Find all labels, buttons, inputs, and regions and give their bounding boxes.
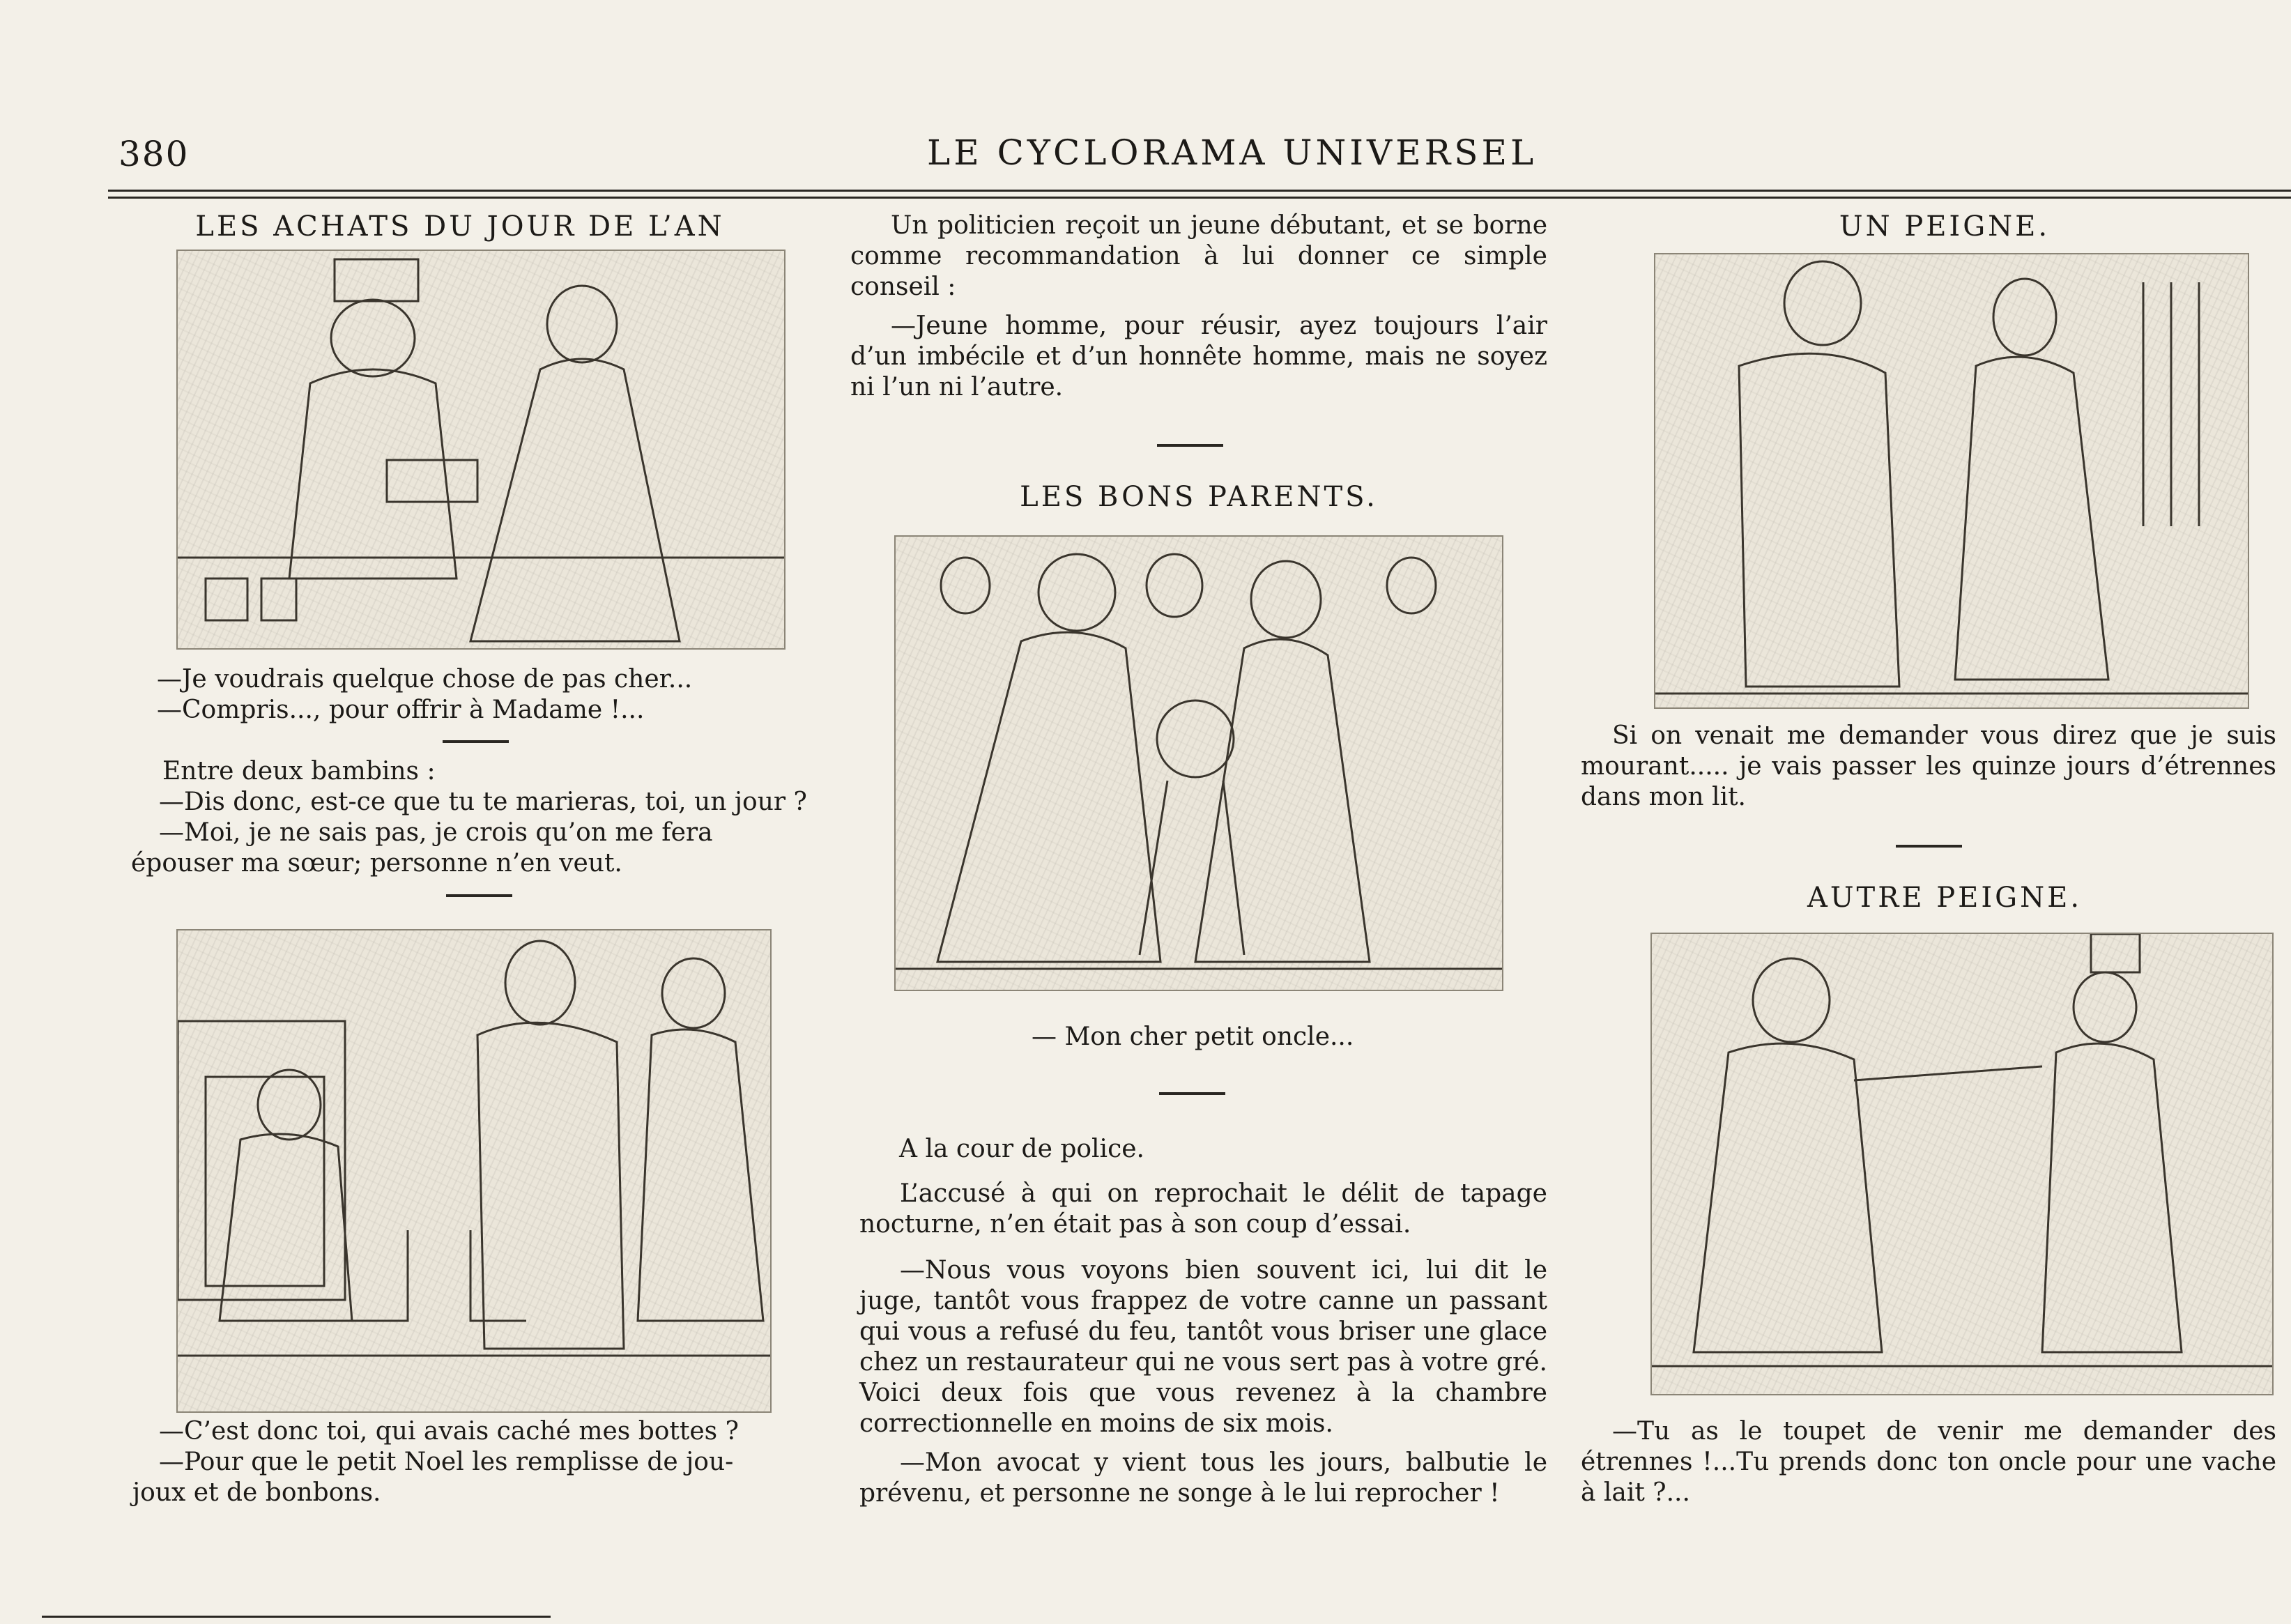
un-peigne-sketch [1655, 254, 2248, 707]
rule-left-1 [443, 740, 509, 743]
caption-achats-2: —Compris..., pour offrir à Madame !... [157, 696, 645, 724]
footer-rule [42, 1616, 551, 1618]
bottes-question: —C’est donc toi, qui avais caché mes bottes ? [159, 1417, 739, 1446]
title-bons-parents: LES BONS PARENTS. [1020, 481, 1378, 513]
title-autre-peigne: AUTRE PEIGNE. [1807, 882, 2083, 914]
christmas-boots-sketch [178, 930, 770, 1411]
bambins-answer-1: —Moi, je ne sais pas, je crois qu’on me fera [159, 818, 713, 847]
autre-peigne-sketch [1652, 934, 2272, 1394]
caption-achats-1: —Je voudrais quelque chose de pas cher... [157, 665, 693, 694]
bambins-intro: Entre deux bambins : [162, 757, 436, 786]
police-paragraph-2: —Nous vous voyons bien souvent ici, lui dit le juge, tantôt vous frappez de votre canne un passant qui vous a refusé du feu, tantôt vous briser une glace chez un restaurateur qui ne vous sert pas à votre gré. Voici deux fois que vous revenez à la chambre correctionnelle en moins de six mois. [859, 1256, 1547, 1438]
illustration-un-peigne [1655, 254, 2248, 707]
header-rule-top [108, 190, 2291, 192]
title-un-peigne: UN PEIGNE. [1839, 210, 2051, 243]
title-achats: LES ACHATS DU JOUR DE L’AN [195, 210, 725, 243]
rule-left-2 [446, 894, 512, 897]
header-rule-bottom [108, 197, 2291, 199]
bottes-answer-2: joux et de bonbons. [132, 1478, 381, 1507]
bambins-answer-2: épouser ma sœur; personne n’en veut. [131, 849, 622, 878]
bambins-question: —Dis donc, est-ce que tu te marieras, toi, un jour ? [159, 788, 807, 816]
politicien-paragraph: Un politicien reçoit un jeune débutant, et se borne comme recommandation à lui donner ce simple conseil : [850, 211, 1547, 301]
oncle-caption: — Mon cher petit oncle... [1032, 1022, 1354, 1051]
conseil-paragraph: —Jeune homme, pour réusir, ayez toujours l’air d’un imbécile et d’un honnête homme, mais ne soyez ni l’un ni l’autre. [850, 312, 1547, 401]
page-number: 380 [118, 134, 190, 174]
rule-middle-2 [1159, 1092, 1225, 1095]
illustration-christmas-boots [178, 930, 770, 1411]
running-title: LE CYCLORAMA UNIVERSEL [927, 132, 1538, 173]
bons-parents-sketch [896, 537, 1502, 990]
rule-right-1 [1896, 845, 1962, 848]
autre-peigne-paragraph: —Tu as le toupet de venir me demander des étrennes !...Tu prends donc ton oncle pour une vache à lait ?... [1581, 1417, 2276, 1507]
rule-middle-1 [1157, 444, 1223, 447]
police-paragraph-3: —Mon avocat y vient tous les jours, balbutie le prévenu, et personne ne songe à le lui reprocher ! [859, 1448, 1547, 1508]
police-paragraph-1: L’accusé à qui on reprochait le délit de tapage nocturne, n’en était pas à son coup d’essai. [859, 1179, 1547, 1239]
police-title: A la cour de police. [899, 1135, 1144, 1163]
bottes-answer-1: —Pour que le petit Noel les remplisse de jou- [159, 1448, 734, 1476]
peigne-paragraph: Si on venait me demander vous direz que je suis mourant..... je vais passer les quinze jours d’étrennes dans mon lit. [1581, 721, 2276, 811]
illustration-bons-parents [896, 537, 1502, 990]
illustration-shop-counter [178, 251, 784, 648]
shop-counter-sketch [178, 251, 784, 648]
illustration-autre-peigne [1652, 934, 2272, 1394]
